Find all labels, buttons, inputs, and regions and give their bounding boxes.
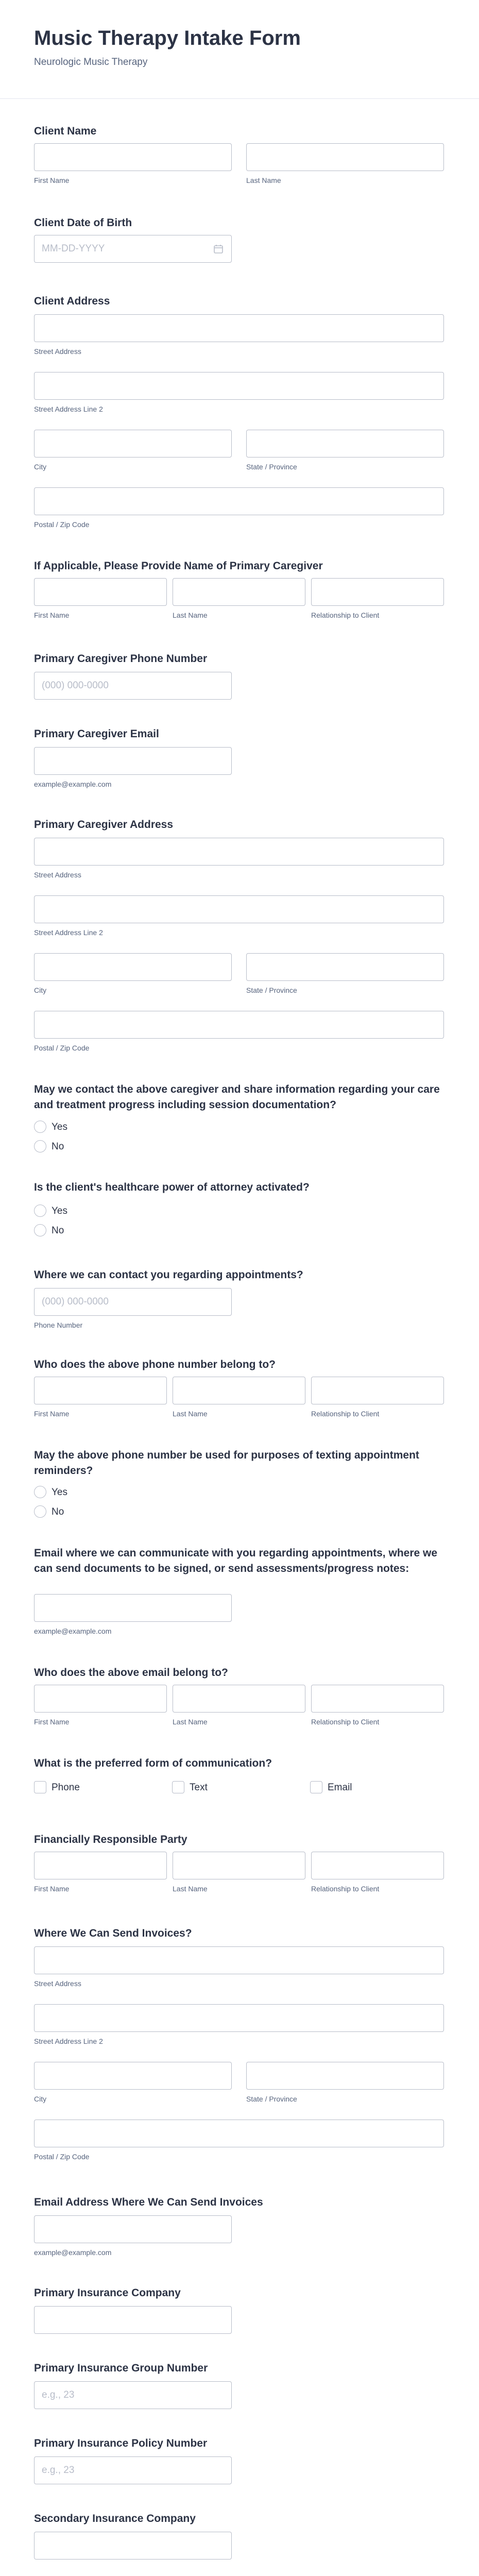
texting-no-radio[interactable] — [34, 1505, 46, 1518]
invoice-postal-sublabel: Postal / Zip Code — [34, 2153, 90, 2161]
client-name-label: Client Name — [34, 125, 97, 137]
caregiver-postal-sublabel: Postal / Zip Code — [34, 1044, 90, 1052]
contact-caregiver-no-label: No — [52, 1141, 64, 1152]
contact-caregiver-label: May we contact the above caregiver and share information regarding your care and treatment progress including session documentation? — [34, 1083, 440, 1111]
client-street2-sublabel: Street Address Line 2 — [34, 405, 103, 413]
caregiver-first-name-input[interactable] — [34, 578, 167, 606]
caregiver-phone-input[interactable] — [34, 672, 232, 700]
caregiver-phone-label: Primary Caregiver Phone Number — [34, 653, 208, 665]
caregiver-relationship-input[interactable] — [311, 578, 444, 606]
email-owner-last-name-sublabel: Last Name — [173, 1718, 208, 1726]
invoice-address-label: Where We Can Send Invoices? — [34, 1927, 192, 1939]
email-owner-label: Who does the above email belong to? — [34, 1667, 228, 1679]
caregiver-postal-input[interactable] — [34, 1011, 444, 1039]
email-owner-first-name-input[interactable] — [34, 1685, 167, 1713]
caregiver-email-input[interactable] — [34, 747, 232, 775]
caregiver-first-name-sublabel: First Name — [34, 611, 70, 619]
invoice-state-sublabel: State / Province — [246, 2095, 297, 2103]
primary-group-label: Primary Insurance Group Number — [34, 2362, 208, 2374]
invoice-street2-input[interactable] — [34, 2004, 444, 2032]
phone-owner-label: Who does the above phone number belong to? — [34, 1359, 276, 1370]
secondary-company-label: Secondary Insurance Company — [34, 2513, 196, 2524]
contact-caregiver-no-radio[interactable] — [34, 1140, 46, 1153]
appt-phone-label: Where we can contact you regarding appointments? — [34, 1269, 303, 1281]
caregiver-state-input[interactable] — [246, 953, 444, 981]
client-dob-label: Client Date of Birth — [34, 217, 132, 229]
primary-policy-label: Primary Insurance Policy Number — [34, 2437, 208, 2449]
email-owner-first-name-sublabel: First Name — [34, 1718, 70, 1726]
appt-email-label: Email where we can communicate with you regarding appointments, where we can send documents to be signed, or send assessments/progress notes: — [34, 1547, 438, 1574]
financial-relationship-input[interactable] — [311, 1852, 444, 1879]
caregiver-last-name-sublabel: Last Name — [173, 611, 208, 619]
phone-owner-last-name-input[interactable] — [173, 1377, 305, 1404]
client-state-sublabel: State / Province — [246, 463, 297, 471]
phone-owner-first-name-sublabel: First Name — [34, 1410, 70, 1418]
client-last-name-sublabel: Last Name — [246, 176, 281, 184]
client-postal-input[interactable] — [34, 487, 444, 515]
poa-yes-radio[interactable] — [34, 1205, 46, 1217]
comm-pref-phone-checkbox[interactable] — [34, 1781, 46, 1793]
client-street-input[interactable] — [34, 314, 444, 342]
financial-last-name-input[interactable] — [173, 1852, 305, 1879]
invoice-street-sublabel: Street Address — [34, 1979, 81, 1988]
appt-phone-sublabel: Phone Number — [34, 1321, 83, 1329]
caregiver-email-sublabel: example@example.com — [34, 780, 112, 788]
primary-policy-input[interactable] — [34, 2456, 232, 2484]
phone-owner-first-name-input[interactable] — [34, 1377, 167, 1404]
client-city-sublabel: City — [34, 463, 47, 471]
poa-no-label: No — [52, 1225, 64, 1236]
caregiver-city-sublabel: City — [34, 986, 47, 994]
financial-first-name-sublabel: First Name — [34, 1885, 70, 1893]
caregiver-state-sublabel: State / Province — [246, 986, 297, 994]
form-subtitle: Neurologic Music Therapy — [34, 57, 148, 67]
appt-email-sublabel: example@example.com — [34, 1627, 112, 1635]
poa-no-radio[interactable] — [34, 1224, 46, 1236]
invoice-postal-input[interactable] — [34, 2120, 444, 2147]
invoice-street2-sublabel: Street Address Line 2 — [34, 2037, 103, 2045]
invoice-email-label: Email Address Where We Can Send Invoices — [34, 2196, 263, 2208]
client-first-name-input[interactable] — [34, 143, 232, 171]
caregiver-address-label: Primary Caregiver Address — [34, 819, 174, 831]
email-owner-relationship-input[interactable] — [311, 1685, 444, 1713]
phone-owner-relationship-input[interactable] — [311, 1377, 444, 1404]
form-header — [0, 0, 479, 99]
caregiver-email-label: Primary Caregiver Email — [34, 728, 159, 740]
caregiver-street-input[interactable] — [34, 838, 444, 866]
texting-label: May the above phone number be used for purposes of texting appointment reminders? — [34, 1449, 419, 1477]
primary-company-label: Primary Insurance Company — [34, 2287, 181, 2299]
invoice-city-input[interactable] — [34, 2062, 232, 2090]
invoice-email-sublabel: example@example.com — [34, 2248, 112, 2257]
texting-no-label: No — [52, 1506, 64, 1517]
caregiver-street-sublabel: Street Address — [34, 871, 81, 879]
texting-yes-radio[interactable] — [34, 1486, 46, 1498]
caregiver-name-label: If Applicable, Please Provide Name of Primary Caregiver — [34, 560, 323, 572]
poa-yes-label: Yes — [52, 1206, 67, 1216]
client-state-input[interactable] — [246, 430, 444, 457]
client-postal-sublabel: Postal / Zip Code — [34, 520, 90, 529]
client-street-sublabel: Street Address — [34, 347, 81, 355]
financial-relationship-sublabel: Relationship to Client — [311, 1885, 380, 1893]
primary-group-input[interactable] — [34, 2381, 232, 2409]
financial-last-name-sublabel: Last Name — [173, 1885, 208, 1893]
email-owner-last-name-input[interactable] — [173, 1685, 305, 1713]
phone-owner-relationship-sublabel: Relationship to Client — [311, 1410, 380, 1418]
comm-pref-text-label: Text — [190, 1782, 208, 1793]
contact-caregiver-yes-radio[interactable] — [34, 1121, 46, 1133]
invoice-state-input[interactable] — [246, 2062, 444, 2090]
texting-yes-label: Yes — [52, 1487, 67, 1498]
financial-first-name-input[interactable] — [34, 1852, 167, 1879]
phone-owner-last-name-sublabel: Last Name — [173, 1410, 208, 1418]
appt-phone-input[interactable] — [34, 1288, 232, 1316]
poa-label: Is the client's healthcare power of attorney activated? — [34, 1181, 310, 1193]
client-last-name-input[interactable] — [246, 143, 444, 171]
invoice-city-sublabel: City — [34, 2095, 47, 2103]
primary-company-input[interactable] — [34, 2306, 232, 2334]
client-city-input[interactable] — [34, 430, 232, 457]
client-address-label: Client Address — [34, 295, 110, 307]
comm-pref-email-label: Email — [328, 1782, 352, 1793]
form-title: Music Therapy Intake Form — [34, 27, 301, 49]
comm-pref-phone-label: Phone — [52, 1782, 80, 1793]
client-dob-input[interactable] — [34, 235, 232, 263]
caregiver-city-input[interactable] — [34, 953, 232, 981]
caregiver-last-name-input[interactable] — [173, 578, 305, 606]
invoice-email-input[interactable] — [34, 2215, 232, 2243]
caregiver-relationship-sublabel: Relationship to Client — [311, 611, 380, 619]
comm-pref-label: What is the preferred form of communication? — [34, 1757, 272, 1769]
invoice-street-input[interactable] — [34, 1946, 444, 1974]
secondary-company-input[interactable] — [34, 2532, 232, 2560]
caregiver-street2-sublabel: Street Address Line 2 — [34, 928, 103, 937]
calendar-icon[interactable] — [213, 244, 224, 254]
appt-email-input[interactable] — [34, 1594, 232, 1622]
caregiver-street2-input[interactable] — [34, 895, 444, 923]
email-owner-relationship-sublabel: Relationship to Client — [311, 1718, 380, 1726]
client-first-name-sublabel: First Name — [34, 176, 70, 184]
client-street2-input[interactable] — [34, 372, 444, 400]
comm-pref-text-checkbox[interactable] — [172, 1781, 184, 1793]
comm-pref-email-checkbox[interactable] — [310, 1781, 322, 1793]
contact-caregiver-yes-label: Yes — [52, 1122, 67, 1132]
financial-label: Financially Responsible Party — [34, 1834, 187, 1845]
